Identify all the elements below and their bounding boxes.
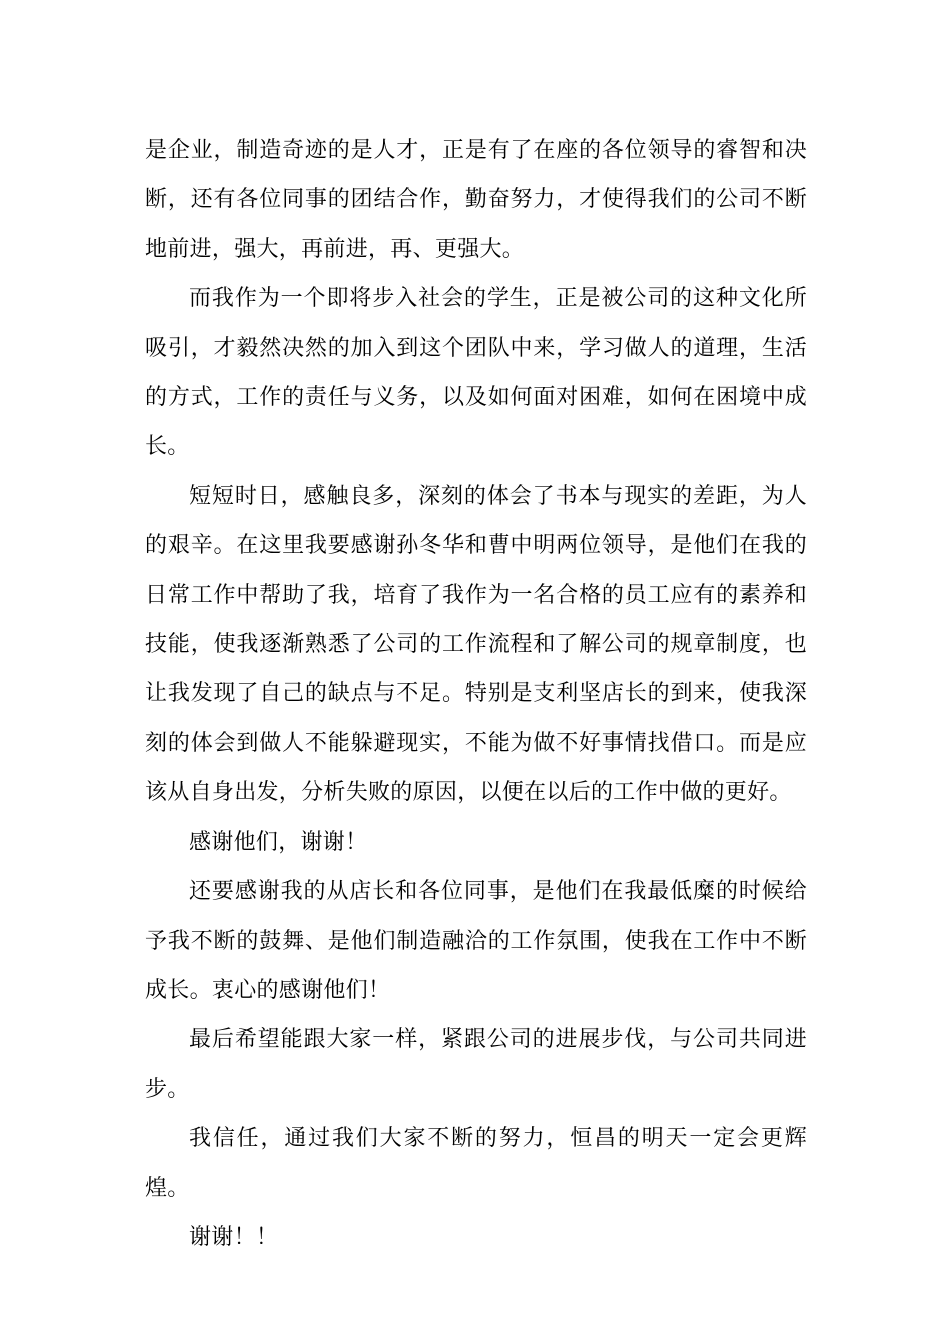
paragraph-6: 最后希望能跟大家一样，紧跟公司的进展步伐，与公司共同进步。 [145, 1027, 807, 1102]
paragraph-7: 我信任，通过我们大家不断的努力，恒昌的明天一定会更辉煌。 [145, 1126, 807, 1201]
paragraph-2: 而我作为一个即将步入社会的学生，正是被公司的这种文化所吸引，才毅然决然的加入到这个团队中来，学习做人的道理，生活的方式，工作的责任与义务，以及如何面对困难，如何在困境中成长。 [145, 286, 807, 460]
paragraph-1: 是企业，制造奇迹的是人才，正是有了在座的各位领导的睿智和决断，还有各位同事的团结合作，勤奋努力，才使得我们的公司不断地前进，强大，再前进，再、更强大。 [145, 138, 807, 262]
paragraph-5: 还要感谢我的从店长和各位同事，是他们在我最低糜的时候给予我不断的鼓舞、是他们制造融洽的工作氛围，使我在工作中不断成长。衷心的感谢他们！ [145, 879, 807, 1003]
paragraph-3: 短短时日，感触良多，深刻的体会了书本与现实的差距，为人的艰辛。在这里我要感谢孙冬华和曹中明两位领导，是他们在我的日常工作中帮助了我，培育了我作为一名合格的员工应有的素养和技能，使我逐渐熟悉了公司的工作流程和了解公司的规章制度，也让我发现了自己的缺点与不足。特别是支利坚店长的到来，使我深刻的体会到做人不能躲避现实，不能为做不好事情找借口。而是应该从自身出发，分析失败的原因，以便在以后的工作中做的更好。 [145, 483, 807, 806]
document-body [145, 126, 807, 1262]
paragraph-4: 感谢他们，谢谢！ [189, 829, 368, 855]
paragraph-8: 谢谢！！ [189, 1224, 279, 1250]
